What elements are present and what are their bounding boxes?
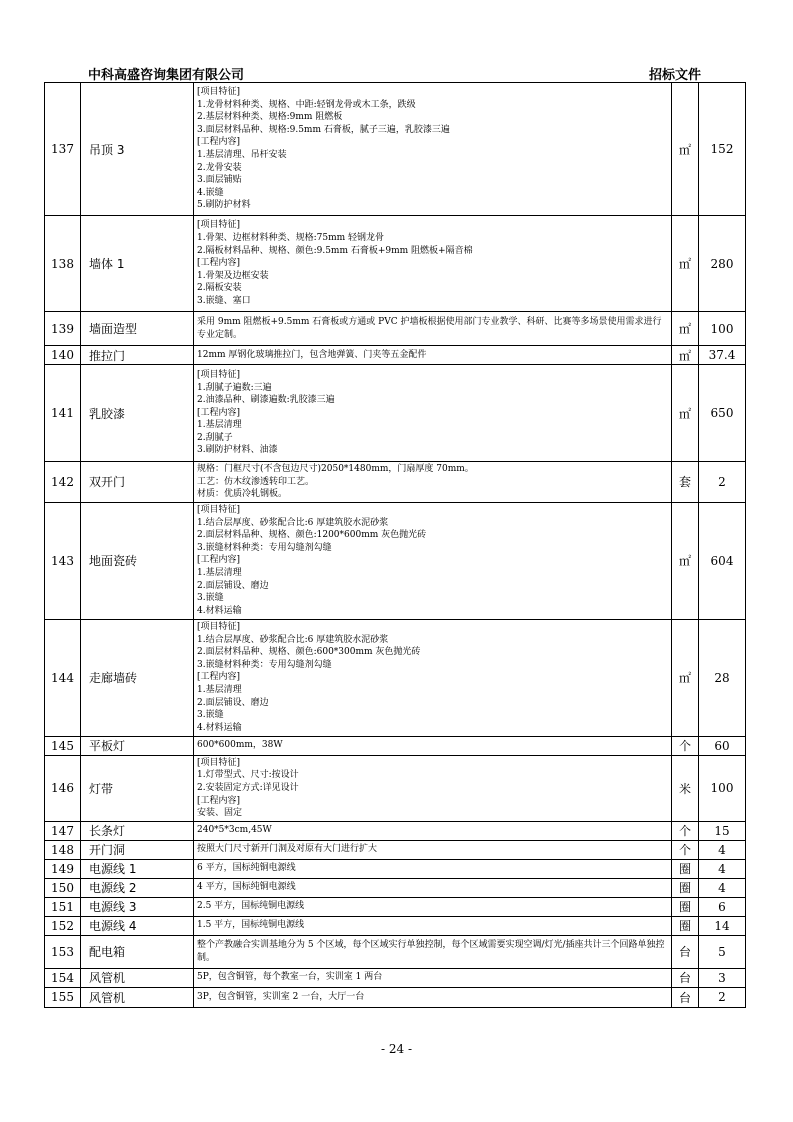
- item-unit: 台: [672, 935, 699, 968]
- item-quantity: 4: [699, 840, 746, 859]
- item-unit: 台: [672, 987, 699, 1007]
- description-line: 1.刮腻子遍数:三遍: [197, 382, 272, 393]
- table-row: [45, 878, 746, 897]
- description-line: 1.灯带型式、尺寸:按设计: [197, 770, 299, 781]
- description-line: 1.基层清理: [197, 420, 242, 431]
- table-row: [45, 935, 746, 968]
- description-line: 2.面层材料品种、规格、颜色:600*300mm 灰色抛光砖: [197, 647, 421, 658]
- description-line: 2.面层材料品种、规格、颜色:1200*600mm 灰色抛光砖: [197, 530, 427, 541]
- table-row: [45, 859, 746, 878]
- item-name: 地面瓷砖: [81, 502, 194, 619]
- item-description: [194, 968, 672, 987]
- item-name: 风管机: [81, 968, 194, 987]
- item-quantity: 152: [699, 83, 746, 216]
- description-line: 1.基层清理、吊杆安装: [197, 150, 287, 160]
- table-row: [45, 755, 746, 821]
- item-number: 146: [45, 755, 81, 821]
- description-line: 1.骨架及边框安装: [197, 270, 269, 281]
- item-description: [194, 83, 672, 216]
- item-quantity: 15: [699, 821, 746, 840]
- company-name: 中科高盛咨询集团有限公司: [88, 68, 245, 83]
- item-unit: 圈: [672, 916, 699, 935]
- description-line: 4.材料运输: [197, 722, 242, 733]
- description-line: 1.结合层厚度、砂浆配合比:6 厚建筑胶水泥砂浆: [197, 517, 389, 528]
- item-name: 双开门: [81, 462, 194, 503]
- description-line: 工艺：仿木纹渗透转印工艺。: [197, 476, 315, 487]
- item-quantity: 4: [699, 878, 746, 897]
- item-number: 151: [45, 897, 81, 916]
- item-name: 平板灯: [81, 736, 194, 755]
- description-line: 3.面层铺贴: [197, 175, 242, 186]
- item-quantity: 5: [699, 935, 746, 968]
- description-line: 2.5 平方，国标纯铜电源线: [197, 901, 305, 912]
- item-quantity: 604: [699, 502, 746, 619]
- item-unit: 圈: [672, 859, 699, 878]
- description-line: 3.嵌缝材料种类：专用勾缝剂勾缝: [197, 659, 332, 670]
- item-unit: ㎡: [672, 346, 699, 365]
- item-quantity: 4: [699, 859, 746, 878]
- description-line: 240*5*3cm,45W: [197, 825, 272, 836]
- description-line: [工程内容]: [197, 672, 241, 683]
- item-number: 153: [45, 935, 81, 968]
- item-number: 155: [45, 987, 81, 1007]
- description-line: 2.基层材料种类、规格:9mm 阻燃板: [197, 112, 343, 123]
- item-description: [194, 312, 672, 346]
- description-line: 4 平方，国标纯铜电源线: [197, 882, 296, 893]
- table-row: [45, 346, 746, 365]
- item-number: 143: [45, 502, 81, 619]
- item-quantity: 28: [699, 619, 746, 736]
- item-name: 电源线 1: [81, 859, 194, 878]
- item-name: 吊顶 3: [81, 83, 194, 216]
- item-description: [194, 916, 672, 935]
- table-row: [45, 83, 746, 216]
- item-number: 154: [45, 968, 81, 987]
- item-name: 长条灯: [81, 821, 194, 840]
- description-line: 3.嵌缝材料种类：专用勾缝剂勾缝: [197, 542, 332, 553]
- description-line: 3.面层材料品种、规格:9.5mm 石膏板，腻子三遍，乳胶漆三遍: [197, 124, 450, 135]
- item-name: 走廊墙砖: [81, 619, 194, 736]
- item-number: 148: [45, 840, 81, 859]
- item-unit: ㎡: [672, 83, 699, 216]
- description-line: 2.油漆品种、刷漆遍数:乳胶漆三遍: [197, 395, 335, 406]
- item-description: [194, 346, 672, 365]
- description-line: 1.结合层厚度、砂浆配合比:6 厚建筑胶水泥砂浆: [197, 634, 389, 645]
- item-description: [194, 365, 672, 462]
- description-line: 2.龙骨安装: [197, 162, 242, 173]
- description-line: [工程内容]: [197, 258, 241, 269]
- description-line: [项目特征]: [197, 220, 241, 231]
- item-unit: 个: [672, 821, 699, 840]
- bill-of-quantities-table: [44, 82, 746, 1008]
- page-number: - 24 -: [380, 1042, 412, 1056]
- table-row: [45, 502, 746, 619]
- item-unit: 个: [672, 736, 699, 755]
- table-row: [45, 840, 746, 859]
- item-unit: ㎡: [672, 312, 699, 346]
- item-number: 137: [45, 83, 81, 216]
- item-description: [194, 736, 672, 755]
- description-line: 3.嵌缝: [197, 710, 224, 721]
- item-number: 140: [45, 346, 81, 365]
- item-quantity: 100: [699, 755, 746, 821]
- item-description: [194, 878, 672, 897]
- item-unit: ㎡: [672, 619, 699, 736]
- table-row: [45, 897, 746, 916]
- description-line: [项目特征]: [197, 505, 241, 516]
- page-header: [88, 62, 701, 82]
- table-row: [45, 216, 746, 312]
- item-quantity: 650: [699, 365, 746, 462]
- description-line: 3.嵌缝: [197, 593, 224, 604]
- item-description: [194, 840, 672, 859]
- item-number: 145: [45, 736, 81, 755]
- description-line: 12mm 厚钢化玻璃推拉门，包含地弹簧、门夹等五金配件: [197, 349, 427, 360]
- item-unit: 圈: [672, 897, 699, 916]
- item-quantity: 37.4: [699, 346, 746, 365]
- table-row: [45, 968, 746, 987]
- item-number: 150: [45, 878, 81, 897]
- item-quantity: 2: [699, 462, 746, 503]
- item-name: 推拉门: [81, 346, 194, 365]
- item-number: 147: [45, 821, 81, 840]
- table-row: [45, 916, 746, 935]
- description-line: [项目特征]: [197, 369, 241, 380]
- item-name: 灯带: [81, 755, 194, 821]
- item-name: 墙面造型: [81, 312, 194, 346]
- item-name: 墙体 1: [81, 216, 194, 312]
- description-line: 采用 9mm 阻燃板+9.5mm 石膏板或方通或 PVC 护墙板根据使用部门专业教学、科研、比赛等多场景使用需求进行专业定制。: [197, 316, 662, 340]
- item-unit: ㎡: [672, 502, 699, 619]
- description-line: 1.基层清理: [197, 568, 242, 579]
- item-quantity: 14: [699, 916, 746, 935]
- description-line: 3P，包含铜管，实训室 2 一台，大厅一台: [197, 991, 365, 1002]
- item-description: [194, 216, 672, 312]
- item-name: 开门洞: [81, 840, 194, 859]
- item-name: 配电箱: [81, 935, 194, 968]
- item-quantity: 6: [699, 897, 746, 916]
- item-name: 乳胶漆: [81, 365, 194, 462]
- table-row: [45, 462, 746, 503]
- item-number: 144: [45, 619, 81, 736]
- item-description: [194, 502, 672, 619]
- item-name: 电源线 4: [81, 916, 194, 935]
- description-line: 1.骨架、边框材料种类、规格:75mm 轻钢龙骨: [197, 233, 385, 244]
- item-number: 138: [45, 216, 81, 312]
- description-line: 2.面层铺设、磨边: [197, 580, 269, 591]
- item-number: 152: [45, 916, 81, 935]
- item-quantity: 100: [699, 312, 746, 346]
- description-line: 1.龙骨材料种类、规格、中距:轻钢龙骨或木工条，跌级: [197, 99, 416, 110]
- table-row: [45, 987, 746, 1007]
- item-quantity: 2: [699, 987, 746, 1007]
- description-line: 按照大门尺寸新开门洞及对原有大门进行扩大: [197, 844, 378, 855]
- item-number: 139: [45, 312, 81, 346]
- item-unit: 个: [672, 840, 699, 859]
- item-quantity: 3: [699, 968, 746, 987]
- description-line: 2.面层铺设、磨边: [197, 697, 269, 708]
- description-line: 2.安装固定方式:详见设计: [197, 782, 299, 793]
- description-line: [项目特征]: [197, 757, 241, 768]
- item-unit: ㎡: [672, 216, 699, 312]
- item-number: 149: [45, 859, 81, 878]
- description-line: 3.刷防护材料、油漆: [197, 445, 278, 456]
- description-line: 6 平方，国标纯铜电源线: [197, 863, 296, 874]
- item-unit: ㎡: [672, 365, 699, 462]
- item-number: 141: [45, 365, 81, 462]
- description-line: 整个产教融合实训基地分为 5 个区域，每个区域实行单独控制，每个区域需要实现空调/灯光/插座共计三个回路单独控制。: [197, 940, 665, 963]
- item-unit: 圈: [672, 878, 699, 897]
- item-quantity: 60: [699, 736, 746, 755]
- description-line: 安装、固定: [197, 808, 243, 819]
- item-number: 142: [45, 462, 81, 503]
- description-line: 规格：门框尺寸(不含包边尺寸)2050*1480mm，门扇厚度 70mm。: [197, 464, 474, 474]
- description-line: 2.隔板安装: [197, 283, 242, 294]
- item-unit: 套: [672, 462, 699, 503]
- document-type: 招标文件: [648, 68, 701, 83]
- description-line: [工程内容]: [197, 555, 241, 566]
- description-line: [工程内容]: [197, 137, 241, 148]
- description-line: 1.基层清理: [197, 685, 242, 696]
- description-line: 5P，包含铜管，每个教室一台，实训室 1 两台: [197, 972, 383, 983]
- description-line: 4.材料运输: [197, 605, 242, 616]
- table-row: [45, 312, 746, 346]
- item-quantity: 280: [699, 216, 746, 312]
- item-description: [194, 897, 672, 916]
- item-description: [194, 821, 672, 840]
- item-description: [194, 935, 672, 968]
- table-row: [45, 365, 746, 462]
- item-description: [194, 755, 672, 821]
- description-line: [项目特征]: [197, 87, 241, 98]
- item-unit: 台: [672, 968, 699, 987]
- item-description: [194, 987, 672, 1007]
- item-unit: 米: [672, 755, 699, 821]
- item-name: 风管机: [81, 987, 194, 1007]
- description-line: 材质：优质冷轧钢板。: [197, 489, 288, 500]
- item-description: [194, 859, 672, 878]
- item-name: 电源线 3: [81, 897, 194, 916]
- description-line: 600*600mm，38W: [197, 740, 283, 751]
- description-line: [工程内容]: [197, 407, 241, 418]
- description-line: 3.嵌缝、塞口: [197, 295, 251, 306]
- item-description: [194, 462, 672, 503]
- description-line: 2.刮腻子: [197, 432, 233, 443]
- description-line: 4.嵌缝: [197, 187, 224, 198]
- table-row: [45, 736, 746, 755]
- item-name: 电源线 2: [81, 878, 194, 897]
- description-line: 1.5 平方，国标纯铜电源线: [197, 920, 305, 931]
- description-line: [工程内容]: [197, 795, 241, 806]
- table-row: [45, 619, 746, 736]
- item-description: [194, 619, 672, 736]
- description-line: 5.刷防护材料: [197, 200, 251, 211]
- description-line: 2.隔板材料品种、规格、颜色:9.5mm 石膏板+9mm 阻燃板+隔音棉: [197, 245, 473, 256]
- table-row: [45, 821, 746, 840]
- description-line: [项目特征]: [197, 622, 241, 633]
